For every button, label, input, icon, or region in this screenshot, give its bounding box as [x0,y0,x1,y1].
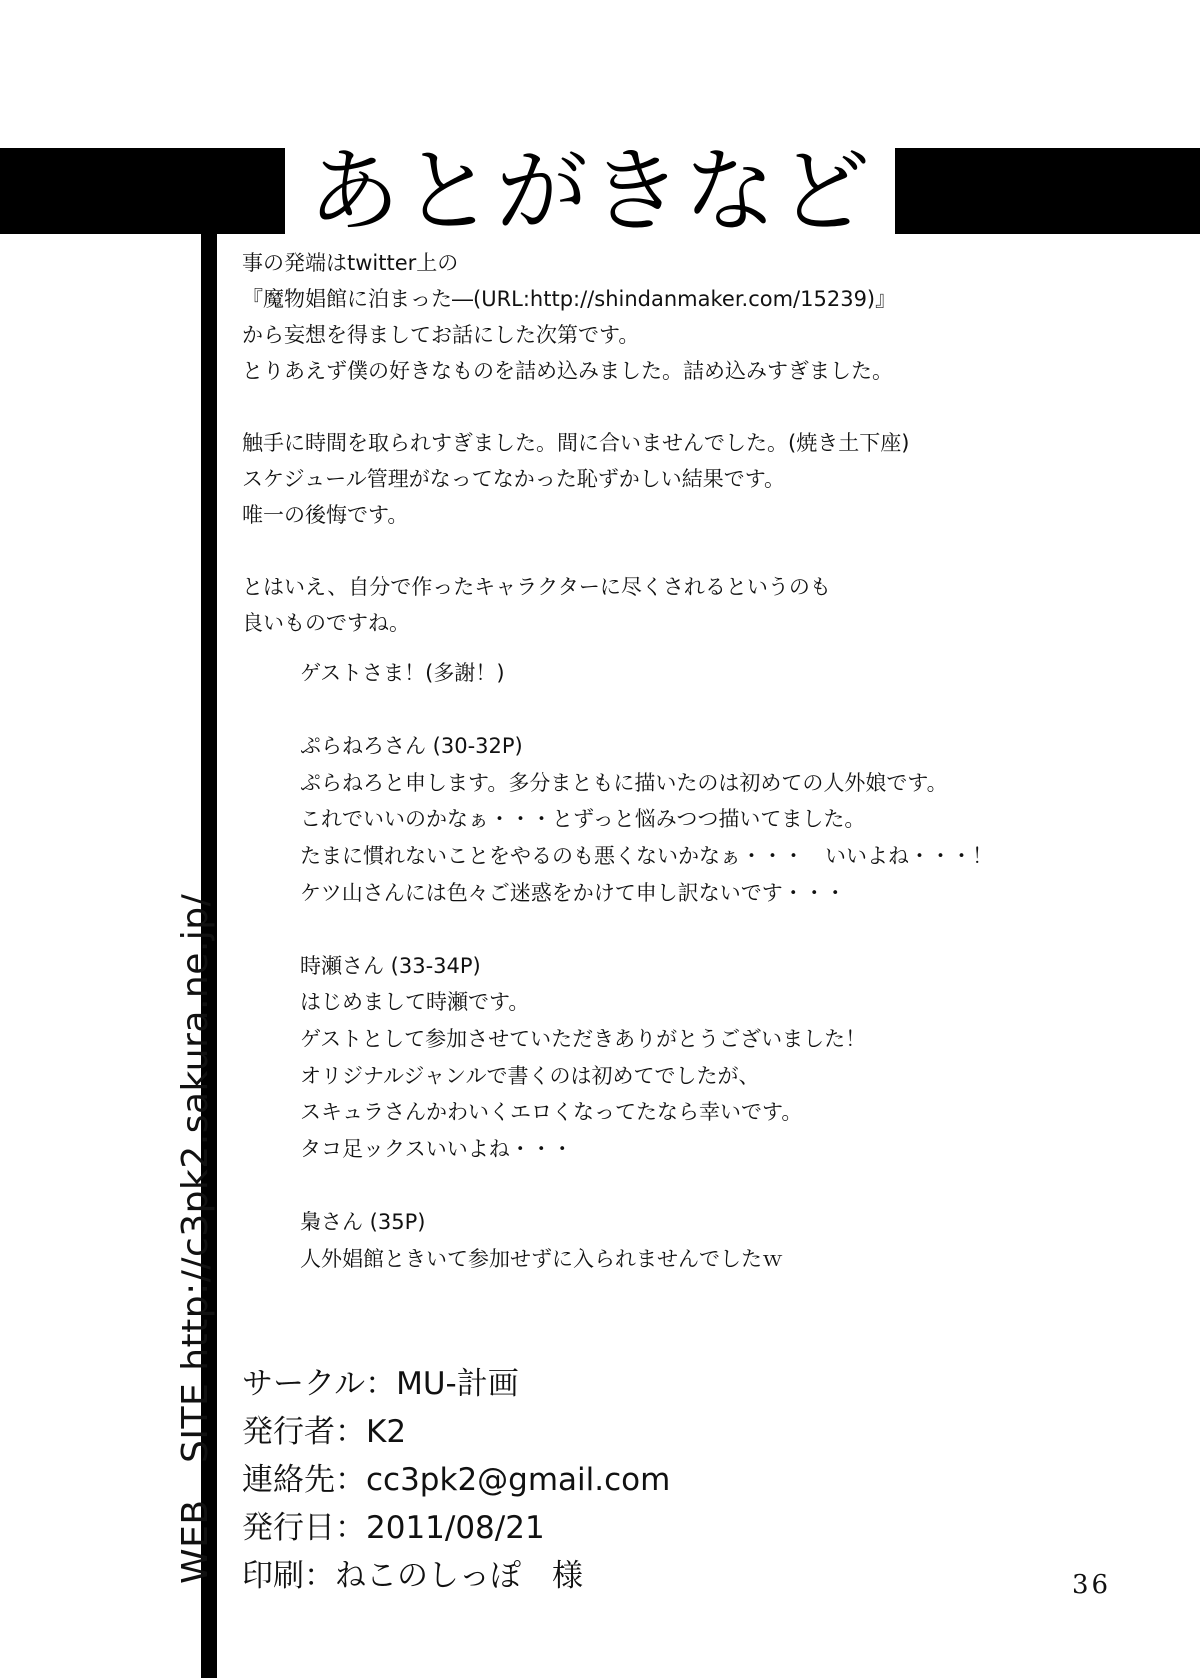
blank-line [242,389,1182,425]
afterword-line: 良いものですね。 [242,611,410,635]
colophon-contact: 連絡先：cc3pk2@gmail.com [242,1462,671,1498]
guest-line: タコ足ックスいいよね・・・ [300,1136,573,1161]
afterword-line: 触手に時間を取られすぎました。間に合いませんでした。(焼き土下座) [242,431,910,455]
website-url-vertical: WEB SITE http://c3pk2.sakura.ne.jp/ [175,893,216,1584]
blank-line [300,911,1180,948]
guest-line: ぷらねろと申します。多分まともに描いたのは初めての人外娘です。 [300,770,948,795]
guest-line: たまに慣れないことをやるのも悪くないかなぁ・・・ いいよね・・・！ [300,843,993,868]
colophon-publisher: 発行者：K2 [242,1414,407,1450]
guest-name: 時瀬さん (33-34P) [300,953,481,978]
afterword-line: スケジュール管理がなってなかった恥ずかしい結果です。 [242,467,786,491]
guest-line: スキュラさんかわいくエロくなってたなら幸いです。 [300,1100,803,1125]
colophon-circle: サークル：MU-計画 [242,1366,519,1402]
colophon-date: 発行日：2011/08/21 [242,1510,545,1546]
guest-name: ぷらねろさん (30-32P) [300,734,523,759]
guest-line: ケツ山さんには色々ご迷惑をかけて申し訳ないです・・・ [300,880,846,905]
page-number: 36 [1072,1570,1112,1600]
guest-line: ゲストとして参加させていただきありがとうございました！ [300,1026,867,1051]
blank-line [300,1167,1180,1204]
colophon-printer: 印刷：ねこのしっぽ 様 [242,1558,583,1594]
afterword-line: 唯一の後悔です。 [242,503,409,527]
afterword-text [242,245,1182,641]
guest-comments [300,655,1180,1277]
afterword-line: 事の発端はtwitter上の [242,251,459,275]
title-box [285,138,895,245]
guest-line: 人外娼館ときいて参加せずに入られませんでしたｗ [300,1246,783,1271]
page-title: あとがきなど [307,138,872,245]
blank-line [242,533,1182,569]
blank-line [300,692,1180,729]
colophon [242,1360,942,1600]
afterword-line: とはいえ、自分で作ったキャラクターに尽くされるというのも [242,575,831,599]
guest-name: 梟さん (35P) [300,1209,426,1234]
guest-heading: ゲストさま！(多謝！) [300,661,505,685]
guest-line: オリジナルジャンルで書くのは初めてでしたが、 [300,1063,760,1088]
guest-line: はじめまして時瀬です。 [300,990,530,1015]
guest-line: これでいいのかなぁ・・・とずっと悩みつつ描いてました。 [300,807,866,832]
afterword-line: とりあえず僕の好きなものを詰め込みました。詰め込みすぎました。 [242,359,893,383]
afterword-line: から妄想を得ましてお話にした次第です。 [242,323,640,347]
afterword-line: 『魔物娼館に泊まった―(URL:http://shindanmaker.com/15239)』 [242,287,897,311]
